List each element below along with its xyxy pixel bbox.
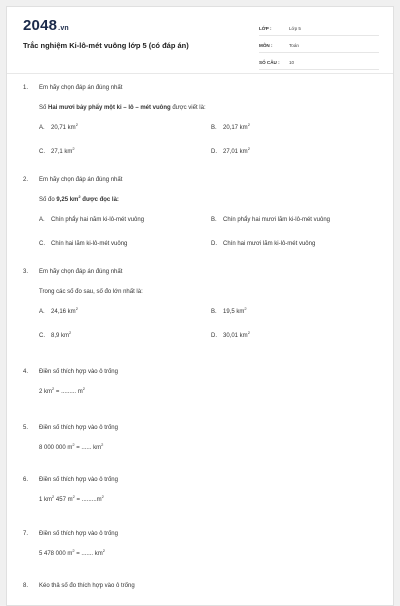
option-d[interactable] [211, 241, 383, 265]
option-letter: C. [39, 333, 45, 339]
question-prompt: Em hãy chọn đáp án đúng nhất [39, 85, 123, 91]
body-bold: Hai mươi bảy phẩy một ki – lô – mét vuông [48, 105, 171, 111]
body-text: Số đo [39, 197, 57, 203]
option-b[interactable] [211, 306, 383, 333]
meta-label: LỚP : [259, 25, 272, 31]
option-letter: A. [39, 125, 45, 131]
option-letter: D. [211, 149, 217, 155]
question-prompt: Em hãy chọn đáp án đúng nhất [39, 269, 123, 275]
question-body: Trong các số đo sau, số đo lớn nhất là: [39, 289, 143, 295]
options [39, 306, 383, 357]
option-c[interactable] [39, 146, 211, 173]
option-text: 19,5 $km^2$ [223, 306, 247, 315]
option-d[interactable] [211, 146, 383, 173]
option-c[interactable] [39, 241, 211, 265]
meta-value: 10 [289, 59, 295, 65]
option-text: 20,17 $km^2$ [223, 122, 250, 131]
option-text: 20,71 $km^2$ [51, 122, 78, 131]
option-a[interactable] [39, 306, 211, 333]
meta-value: Lớp 5 [289, 25, 301, 31]
option-letter: D. [211, 333, 217, 339]
question-5 [23, 425, 383, 451]
fill-in-blank[interactable]: 8 000 000 $m^2$ = ...... $km^2$ [39, 442, 104, 451]
option-text: 27,1 $km^2$ [51, 146, 75, 155]
option-b[interactable] [211, 122, 383, 149]
question-number: 5. [23, 425, 29, 431]
header [7, 7, 393, 74]
option-text: Chín phẩy hai năm ki-lô-mét vuông [51, 217, 145, 223]
option-letter: D. [211, 241, 217, 247]
option-d[interactable] [211, 330, 383, 357]
meta-label: SỐ CÂU : [259, 59, 280, 65]
question-4 [23, 369, 383, 395]
option-text: Chín phẩy hai mươi lăm ki-lô-mét vuông [223, 217, 330, 223]
option-letter: B. [211, 309, 217, 315]
option-letter: B. [211, 217, 217, 223]
meta-info [259, 21, 379, 72]
option-b[interactable] [211, 217, 383, 241]
option-letter: A. [39, 309, 45, 315]
question-2 [23, 177, 383, 265]
option-text: 30,01 $km^2$ [223, 330, 250, 339]
option-a[interactable] [39, 217, 211, 241]
question-prompt: Em hãy chọn đáp án đúng nhất [39, 177, 123, 183]
body-bold: 9,25 $km^2$ được đọc là: [56, 194, 119, 203]
question-prompt: Điền số thích hợp vào ô trống [39, 477, 118, 483]
option-text: Chín hai lăm ki-lô-mét vuông [51, 241, 128, 247]
option-text: 8,9 $km^2$ [51, 330, 72, 339]
option-c[interactable] [39, 330, 211, 357]
question-number: 4. [23, 369, 29, 375]
question-1 [23, 85, 383, 173]
logo-main: 2048 [23, 17, 58, 34]
question-8 [23, 583, 383, 589]
question-number: 7. [23, 531, 29, 537]
question-prompt: Điền số thích hợp vào ô trống [39, 531, 118, 537]
page-title: Trắc nghiệm Ki-lô-mét vuông lớp 5 (có đáp án) [23, 41, 189, 50]
worksheet [6, 6, 394, 606]
body-text: được viết là: [170, 105, 206, 111]
fill-in-blank[interactable]: 1 $km^2$ 457 $m^2 = .........m^2$ [39, 494, 104, 503]
option-letter: B. [211, 125, 217, 131]
meta-row-subject [259, 38, 379, 53]
option-text: 27,01 $km^2$ [223, 146, 250, 155]
question-body [39, 105, 383, 111]
question-prompt: Kéo thả số đo thích hợp vào ô trống [39, 583, 135, 589]
question-body [39, 194, 383, 203]
option-letter: A. [39, 217, 45, 223]
question-number: 6. [23, 477, 29, 483]
option-letter: C. [39, 149, 45, 155]
meta-row-count [259, 55, 379, 70]
body-text: Số [39, 105, 49, 111]
question-3 [23, 269, 383, 357]
question-number: 3. [23, 269, 29, 275]
question-number: 2. [23, 177, 29, 183]
question-6 [23, 477, 383, 503]
option-text: 24,16 $km^2$ [51, 306, 78, 315]
meta-row-class [259, 21, 379, 36]
option-a[interactable] [39, 122, 211, 149]
fill-in-blank[interactable]: 2 $km^2$ = ......... $m^2$ [39, 386, 85, 395]
question-prompt: Điền số thích hợp vào ô trống [39, 425, 118, 431]
option-text: Chín hai mươi lăm ki-lô-mét vuông [223, 241, 316, 247]
fill-in-blank[interactable]: 5 478 000 $m^2$ = ....... $km^2$ [39, 548, 105, 557]
options [39, 217, 383, 265]
question-number: 1. [23, 85, 29, 91]
question-prompt: Điền số thích hợp vào ô trống [39, 369, 118, 375]
meta-value: Toán [289, 42, 299, 48]
options [39, 122, 383, 173]
logo-tld: .vn [58, 25, 69, 32]
meta-label: MÔN : [259, 42, 273, 48]
option-letter: C. [39, 241, 45, 247]
question-7 [23, 531, 383, 557]
site-logo[interactable] [23, 17, 69, 34]
question-number: 8. [23, 583, 29, 589]
